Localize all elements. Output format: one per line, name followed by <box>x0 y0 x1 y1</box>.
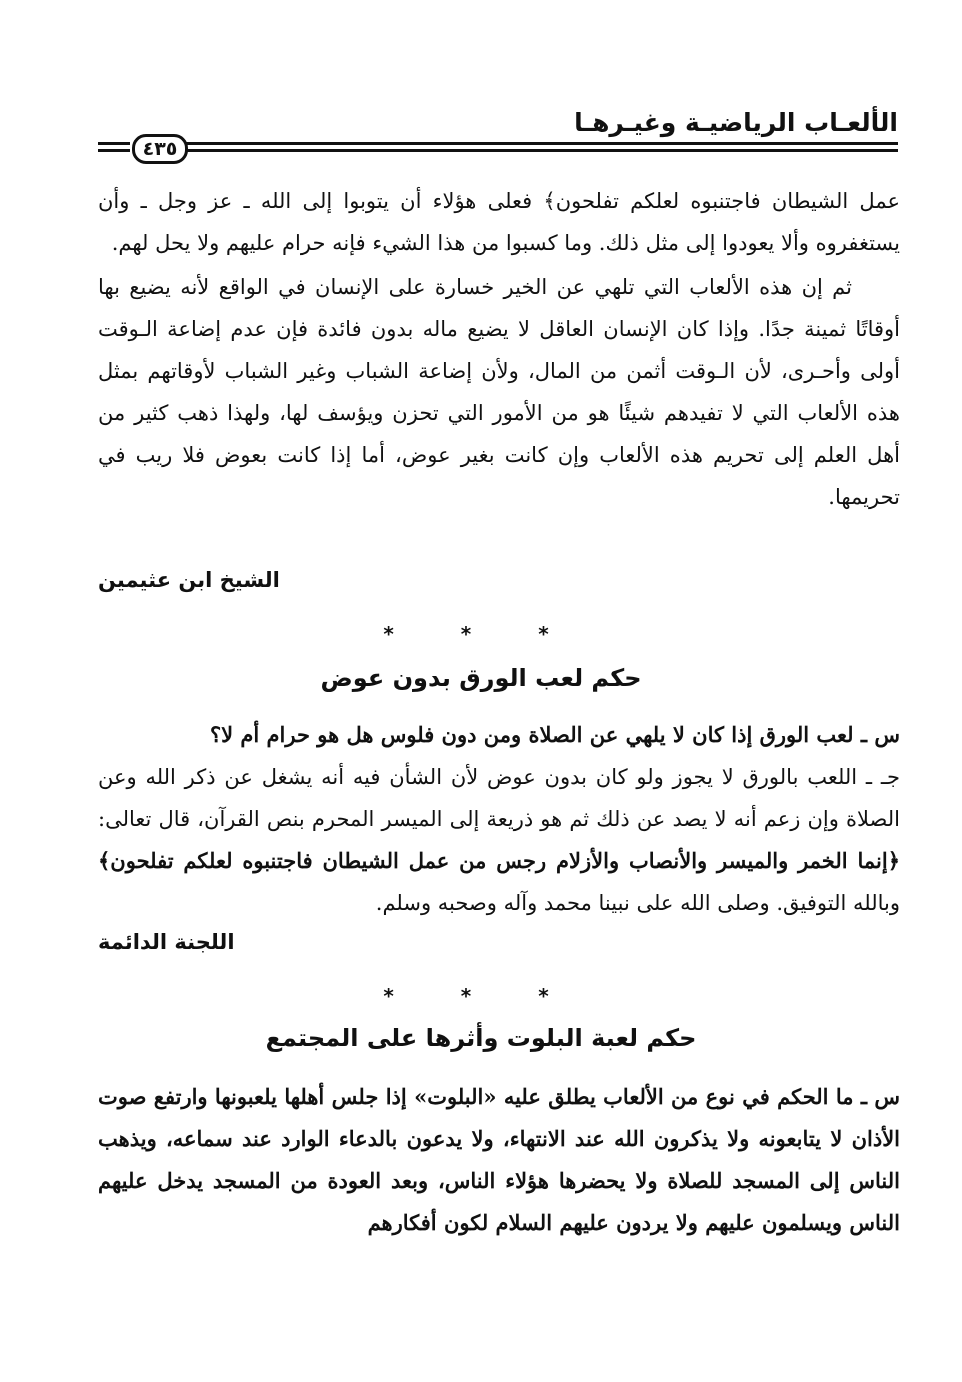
signature-permanent-committee: اللجنة الدائمة <box>98 930 235 954</box>
quran-quote: ﴿إنما الخمر والميسر والأنصاب والأزلام رجس من عمل الشيطان فاجتنبوه لعلكم تفلحون﴾ <box>98 848 900 873</box>
answer-cards-part-a: جـ ـ اللعب بالورق لا يجوز ولو كان بدون عوض لأن الشأن فيه أنه يشغل عن ذكر الله وعن الصلاة وإن زعم أنه لا يصد عن ذلك ثم هو ذريعة إلى الميسر المحرم بنص القرآن، قال تعالى: <box>98 765 900 831</box>
question-baloot: س ـ ما الحكم في نوع من الألعاب يطلق عليه «البلوت» إذا جلس أهلها يلعبونها وارتفع صوت الأذان لا يتابعونه ولا يذكرون الله عند الانتهاء، ولا يدعون بالدعاء الوارد عند سماعه، ويذهب الناس إلى المسجد للصلاة ولا يحضرها هؤلاء الناس، وبعد العودة من المسجد يدخل عليهم الناس ويسلمون عليهم ولا يردون عليهم السلام لكون أفكارهم <box>98 1084 900 1235</box>
running-title: الألعـاب الرياضيـة وغيـرهـا <box>574 108 898 137</box>
paragraph-2: ثم إن هذه الألعاب التي تلهي عن الخير خسارة على الإنسان في الواقع لأنه يضيع بها أوقاتًا ثمينة جدًا. وإذا كان الإنسان العاقل لا يضيع ماله بدون فائدة فإن عدم إضاعة الـوقت أولى وأحـرى، لأن الـوقت أثمن من المال، ولأن إضاعة الشباب وغير الشباب لأوقاتهم بمثل هذه الألعاب التي لا تفيدهم شيئًا هو من الأمور التي تحزن ويؤسف لها، ولهذا ذهب كثير من أهل العلم إلى تحريم هذه الألعاب وإن كانت بغير عوض، أما إذا كانت بعوض فلا ريب في تحريمها. <box>98 275 900 509</box>
section3-body <box>98 1076 900 1244</box>
divider-stars-2: * * * <box>383 984 579 1008</box>
header-rule-bottom <box>186 149 898 152</box>
answer-cards-part-b: وبالله التوفيق. وصلى الله على نبينا محمد وآله وصحبه وسلم. <box>375 891 900 915</box>
page-header <box>98 108 898 168</box>
divider-stars-1: * * * <box>383 622 579 646</box>
section1-body <box>98 180 900 518</box>
page-number: ٤٣٥ <box>132 134 188 164</box>
section2-body <box>98 714 900 924</box>
paragraph-1: عمل الشيطان فاجتنبوه لعلكم تفلحون﴾ فعلى هؤلاء أن يتوبوا إلى الله ـ عز وجل ـ وأن يستغفروه وألا يعودوا إلى مثل ذلك. وما كسبوا من هذا الشيء فإنه حرام عليهم ولا يحل لهم. <box>98 189 900 255</box>
question-cards: س ـ لعب الورق إذا كان لا يلهي عن الصلاة ومن دون فلوس هل هو حرام أم لا؟ <box>209 722 900 747</box>
section-title-baloot: حكم لعبة البلوت وأثرها على المجتمع <box>265 1024 697 1052</box>
header-rule-top <box>186 142 898 145</box>
answer-cards <box>98 756 900 924</box>
section-title-cards: حكم لعب الورق بدون عوض <box>320 664 642 692</box>
header-rule-left-top <box>98 142 130 145</box>
signature-ibn-uthaymeen: الشيخ ابن عثيمين <box>98 568 280 592</box>
header-rule-left-bottom <box>98 149 130 152</box>
